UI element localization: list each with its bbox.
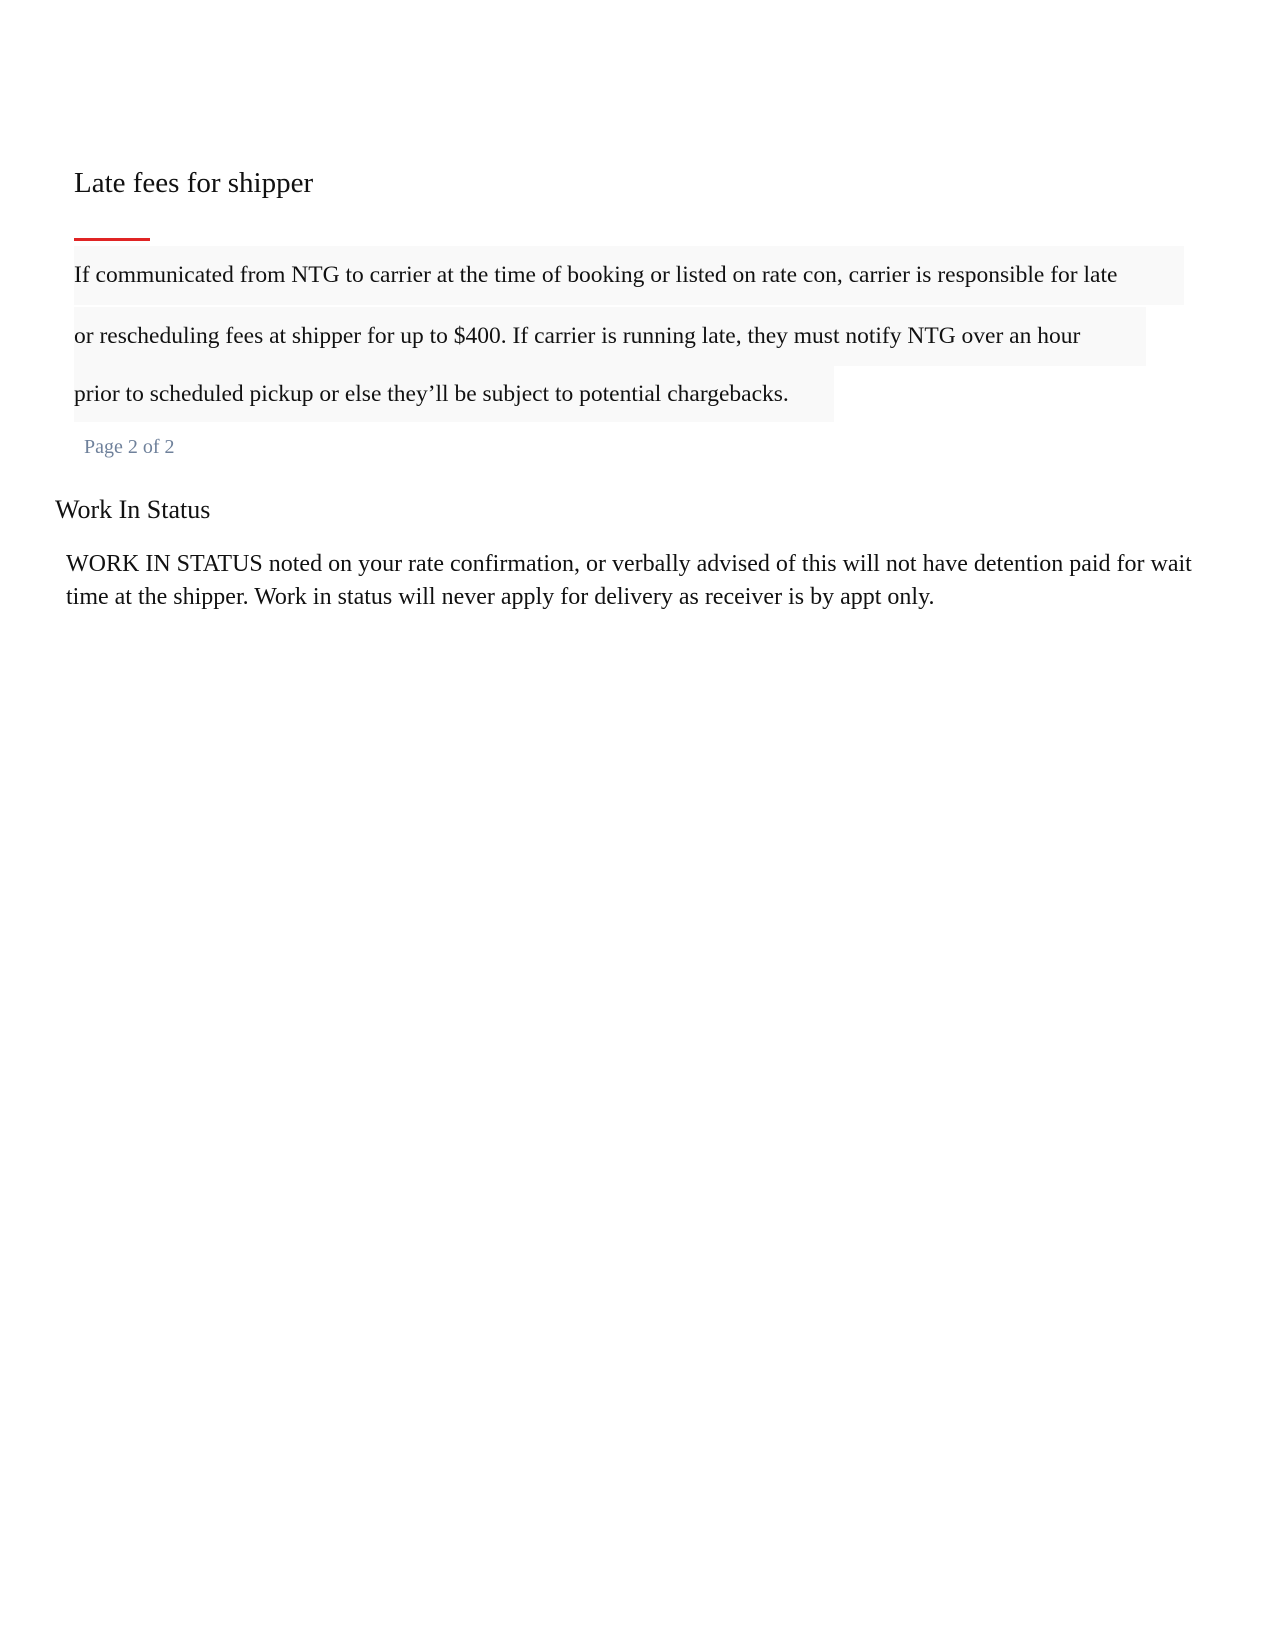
work-in-status-paragraph: WORK IN STATUS noted on your rate confirmation, or verbally advised of this will not have detention paid for wait time at the shipper. Work in status will never apply for delivery as receiver is by appt only. — [66, 551, 1192, 610]
page-number: Page 2 of 2 — [84, 436, 175, 458]
heading-accent-underline — [74, 238, 150, 241]
late-fees-heading: Late fees for shipper — [74, 167, 314, 199]
work-in-status-heading: Work In Status — [55, 495, 211, 524]
late-fees-line: If communicated from NTG to carrier at the time of booking or listed on rate con, carrier is responsible for late — [74, 246, 1184, 305]
late-fees-line: or rescheduling fees at shipper for up to $400. If carrier is running late, they must notify NTG over an hour — [74, 307, 1146, 366]
late-fees-line: prior to scheduled pickup or else they’ll be subject to potential chargebacks. — [74, 366, 834, 422]
